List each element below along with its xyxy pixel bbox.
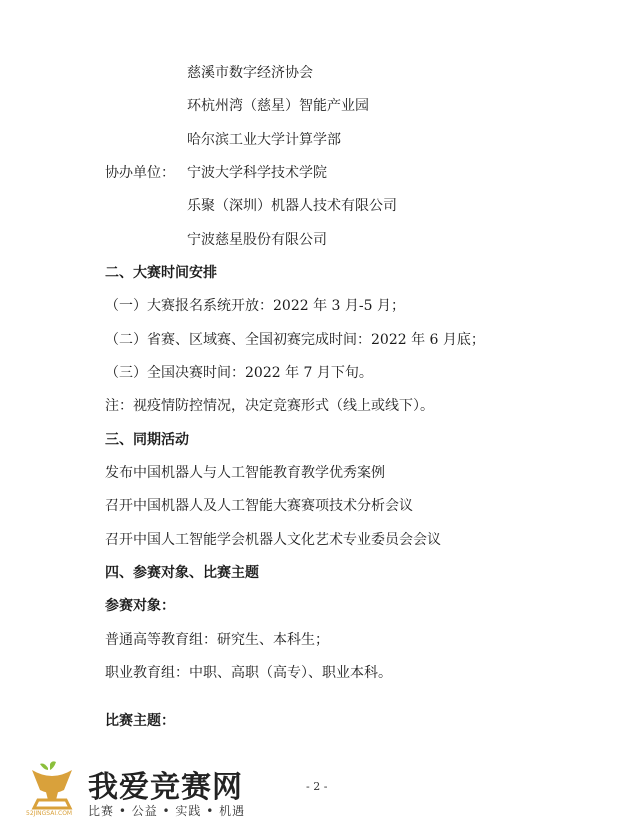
participant-group: 普通高等教育组：研究生、本科生； (105, 632, 329, 648)
schedule-note: 注：视疫情防控情况，决定竞赛形式（线上或线下）。 (105, 398, 434, 414)
co-organizer-unit: 宁波大学科学技术学院 (187, 165, 327, 181)
schedule-item: （二）省赛、区域赛、全国初赛完成时间：2022 年 6 月底； (105, 332, 485, 348)
watermark-tagline: 比赛 • 公益 • 实践 • 机遇 (88, 804, 246, 818)
co-organizer-label: 协办单位： (105, 165, 175, 181)
watermark-logo (26, 760, 266, 822)
activity-item: 召开中国人工智能学会机器人文化艺术专业委员会会议 (105, 532, 441, 548)
co-organizer-unit: 宁波慈星股份有限公司 (187, 232, 327, 248)
watermark-title: 我爱竞赛网 (88, 770, 243, 805)
watermark-url: 52JINGSAI.COM (26, 810, 73, 817)
section-heading: 三、同期活动 (105, 432, 189, 448)
schedule-item: （一）大赛报名系统开放：2022 年 3 月-5 月； (105, 298, 405, 314)
activity-item: 发布中国机器人与人工智能教育教学优秀案例 (105, 465, 385, 481)
theme-label: 比赛主题： (105, 713, 175, 729)
org-line: 慈溪市数字经济协会 (187, 65, 313, 81)
activity-item: 召开中国机器人及人工智能大赛赛项技术分析会议 (105, 498, 413, 514)
co-organizer-unit: 乐聚（深圳）机器人技术有限公司 (187, 198, 397, 214)
section-heading: 二、大赛时间安排 (105, 265, 217, 281)
page-number: - 2 - (306, 780, 328, 793)
org-line: 环杭州湾（慈星）智能产业园 (187, 98, 369, 114)
participants-label: 参赛对象： (105, 598, 175, 614)
participant-group: 职业教育组：中职、高职（高专）、职业本科。 (105, 665, 392, 681)
org-line: 哈尔滨工业大学计算学部 (187, 132, 341, 148)
section-heading: 四、参赛对象、比赛主题 (105, 565, 259, 581)
schedule-item: （三）全国决赛时间：2022 年 7 月下旬。 (105, 365, 373, 381)
